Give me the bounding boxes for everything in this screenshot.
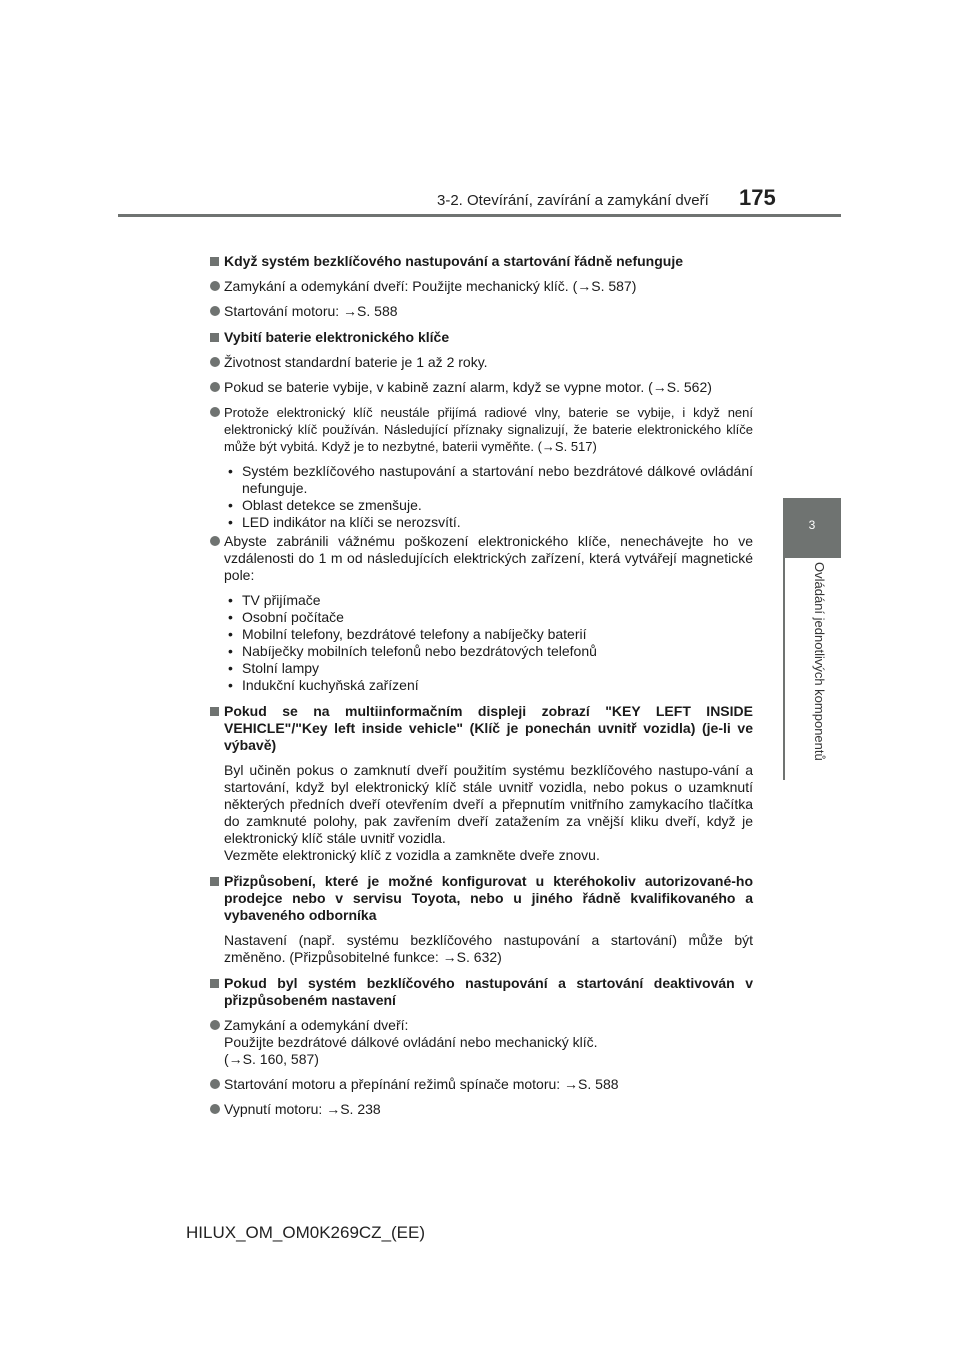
sub-list — [210, 463, 753, 531]
chapter-number: 3 — [808, 518, 816, 532]
chapter-title: Ovládání jednotlivých komponentů — [812, 562, 827, 761]
list-item: Vypnutí motoru: →S. 238 — [210, 1101, 753, 1118]
list-item: Abyste zabránili vážnému poškození elektronického klíče, nenechávejte ho ve vzdálenosti do 1 m od následujících elektrických zařízení, která vytvářejí magnetické pole: — [210, 533, 753, 584]
list-item: Životnost standardní baterie je 1 až 2 roky. — [210, 354, 753, 371]
list-item: Zamykání a odemykání dveří: Použijte bezdrátové dálkové ovládání nebo mechanický klíč. (→S. 160, 587) — [210, 1017, 753, 1068]
round-bullet-icon — [210, 1020, 220, 1030]
square-bullet-icon — [210, 877, 219, 886]
sub-list-item: • Stolní lampy — [224, 660, 753, 677]
sub-list-item: • Systém bezklíčového nastupování a startování nebo bezdrátové dálkové ovládání nefunguje. — [224, 463, 753, 497]
sub-list-item: • TV přijímače — [224, 592, 753, 609]
sub-list-item: • LED indikátor na klíči se nerozsvítí. — [224, 514, 753, 531]
section-heading: Vybití baterie elektronického klíče — [210, 329, 753, 346]
square-bullet-icon — [210, 333, 219, 342]
paragraph: Byl učiněn pokus o zamknutí dveří použitím systému bezklíčového nastupo-vání a startování, když byl elektronický klíč stále uvnitř vozidla, nebo pokus o uzamknutí některých předních dveří otevřením dveří a přepnutím vnitřního zamykacího tlačítka do zamknuté polohy, pak zavřením dveří zatažením za vnější kliku dveří, když je elektronický klíč stále uvnitř vozidla. Vezměte elektronický klíč z vozidla a zamkněte dveře znovu. — [224, 762, 753, 863]
list-item: Protože elektronický klíč neustále přijímá radiové vlny, baterie se vybije, i když není elektronický klíč používán. Následující příznaky signalizují, že baterie elektronického klíče může být vybitá. Když je to nezbytné, baterii vyměňte. (→S. 517) — [210, 404, 753, 455]
sub-list-item: • Oblast detekce se zmenšuje. — [224, 497, 753, 514]
round-bullet-icon — [210, 281, 220, 291]
document-code: HILUX_OM_OM0K269CZ_(EE) — [186, 1223, 426, 1242]
running-header: 3-2. Otevírání, zavírání a zamykání dveří — [437, 192, 709, 209]
section-heading: Přizpůsobení, které je možné konfigurovat u kteréhokoliv autorizované-ho prodejce nebo v servisu Toyota, nebo u jiného řádně kvalifikovaného a vybaveného odborníka — [210, 873, 753, 924]
sub-list-item: • Mobilní telefony, bezdrátové telefony a nabíječky baterií — [224, 626, 753, 643]
page-content — [210, 253, 753, 1118]
chapter-tab — [783, 498, 841, 558]
section-heading: Pokud se na multiinformačním displeji zobrazí "KEY LEFT INSIDE VEHICLE"/"Key left inside vehicle" (Klíč je ponechán uvnitř vozidla) (je-li ve výbavě) — [210, 703, 753, 754]
round-bullet-icon — [210, 306, 220, 316]
sub-list-item: • Nabíječky mobilních telefonů nebo bezdrátových telefonů — [224, 643, 753, 660]
header-divider — [118, 214, 841, 217]
square-bullet-icon — [210, 257, 219, 266]
round-bullet-icon — [210, 382, 220, 392]
list-item: Pokud se baterie vybije, v kabině zazní alarm, když se vypne motor. (→S. 562) — [210, 379, 753, 396]
sub-list-item: • Osobní počítače — [224, 609, 753, 626]
list-item: Zamykání a odemykání dveří: Použijte mechanický klíč. (→S. 587) — [210, 278, 753, 295]
list-item: Startování motoru a přepínání režimů spínače motoru: →S. 588 — [210, 1076, 753, 1093]
square-bullet-icon — [210, 979, 219, 988]
sub-list — [210, 592, 753, 694]
round-bullet-icon — [210, 357, 220, 367]
list-item: Startování motoru: →S. 588 — [210, 303, 753, 320]
round-bullet-icon — [210, 536, 220, 546]
square-bullet-icon — [210, 707, 219, 716]
paragraph: Nastavení (např. systému bezklíčového nastupování a startování) může být změněno. (Přizpůsobitelné funkce: →S. 632) — [224, 932, 753, 965]
sub-list-item: • Indukční kuchyňská zařízení — [224, 677, 753, 694]
round-bullet-icon — [210, 1079, 220, 1089]
section-heading: Pokud byl systém bezklíčového nastupování a startování deaktivován v přizpůsobeném nastavení — [210, 975, 753, 1009]
page-number: 175 — [739, 185, 776, 210]
round-bullet-icon — [210, 407, 220, 417]
section-heading: Když systém bezklíčového nastupování a startování řádně nefunguje — [210, 253, 753, 270]
round-bullet-icon — [210, 1104, 220, 1114]
